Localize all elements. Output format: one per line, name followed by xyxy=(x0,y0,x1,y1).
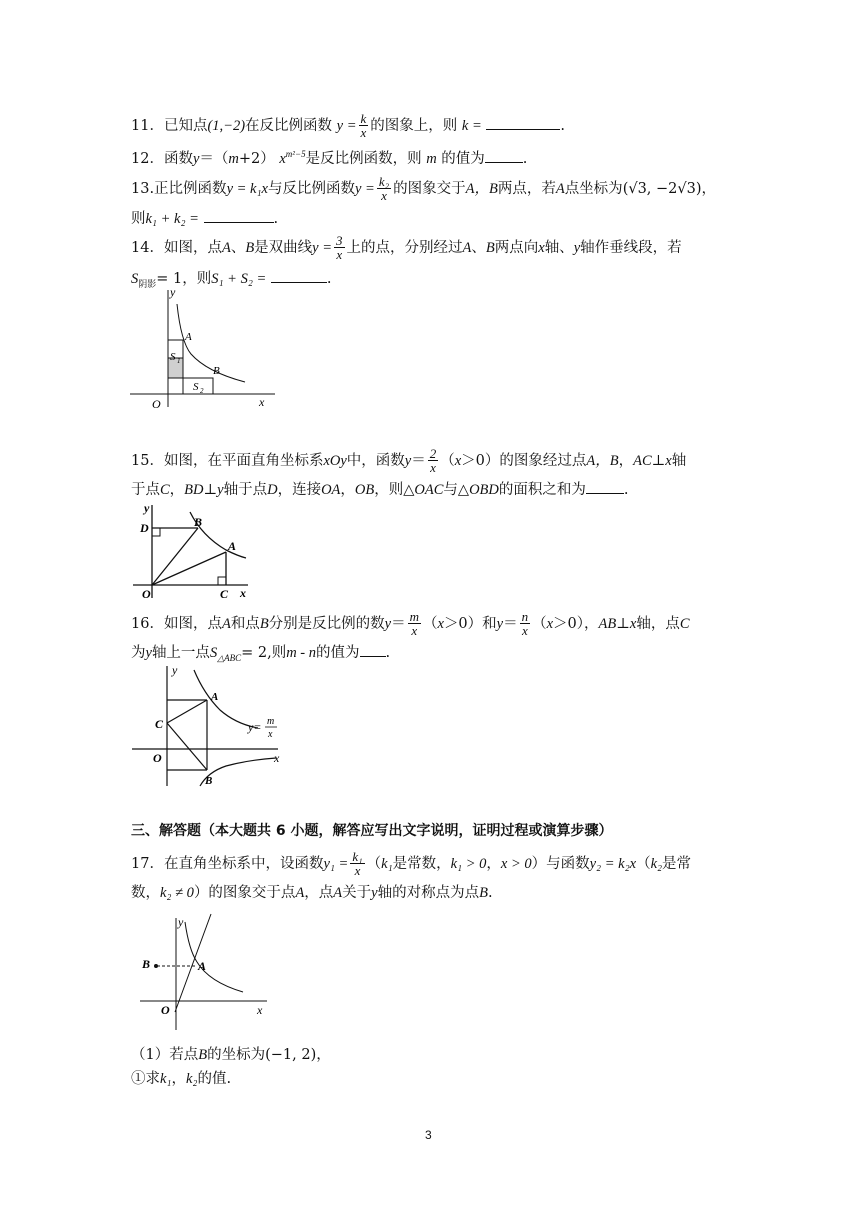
q17-1-text-3: ， xyxy=(316,1047,331,1063)
q13-text-5: 点坐标为 xyxy=(564,180,623,197)
fig14-label-S2: S xyxy=(193,381,199,393)
q14-text-6: 轴作垂线段，若 xyxy=(580,239,682,256)
q13-eq2-lhs: y = xyxy=(354,180,375,197)
q17-A: A xyxy=(295,885,305,901)
fig14-label-y: y xyxy=(170,285,176,299)
q13-text-4: 两点，若 xyxy=(497,180,556,197)
q11-eq-lhs: y = xyxy=(336,117,357,134)
fig14-label-O: O xyxy=(152,397,161,411)
q15-text-4: ＞0）的图象经过点 xyxy=(461,452,587,469)
q17-A2: A xyxy=(333,885,343,901)
q16-y2: y xyxy=(496,615,504,632)
q15-line2-text-4: 轴于点 xyxy=(223,482,268,498)
q15-fraction xyxy=(428,447,439,474)
fig16-eq-num: m xyxy=(267,716,275,727)
question-17-line-2 xyxy=(131,882,493,904)
q16-frac1-num: m xyxy=(409,609,419,624)
fig15-segment-OB xyxy=(152,528,198,585)
question-11 xyxy=(131,112,565,139)
q14-sep: 、 xyxy=(230,239,246,256)
q13-coord: (√3, −2√3) xyxy=(622,180,702,197)
question-15-line-2 xyxy=(131,479,629,501)
q12-y: y xyxy=(192,150,200,167)
question-16 xyxy=(131,610,690,637)
q16-frac2-num: n xyxy=(521,609,529,624)
q14-text: 14．如图，点 xyxy=(131,239,222,256)
fig15-label-y: y xyxy=(144,501,150,515)
q13-end: . xyxy=(273,211,279,227)
q15-x2: x xyxy=(665,452,672,469)
q11-point: (1,−2) xyxy=(207,117,246,134)
q16-B: B xyxy=(259,615,269,632)
q12-text-4: 是反比例函数，则 xyxy=(305,150,422,167)
q15-xOy: xOy xyxy=(323,452,347,469)
question-17 xyxy=(131,850,691,877)
fig16-segment-CB xyxy=(167,723,207,770)
q14-y: y xyxy=(573,239,581,256)
fig14-label-S2-sub: 2 xyxy=(200,387,204,395)
q15-line2-text-5: ，连接 xyxy=(277,482,322,498)
figure-15 xyxy=(130,500,255,600)
q16-perp: ⊥ xyxy=(616,615,630,632)
fig16-label-B: B xyxy=(205,775,213,787)
q15-line2-text-2: ， xyxy=(169,482,185,498)
q16-x3: x xyxy=(629,615,637,632)
q11-end: . xyxy=(560,117,565,134)
q17-1-sub1-end: 的值. xyxy=(197,1071,232,1087)
fig17-label-O: O xyxy=(161,1003,170,1017)
q13-answer-blank[interactable] xyxy=(204,208,274,223)
q14-text-3: 上的点，分别经过 xyxy=(346,239,463,256)
q16-line2-text-5: 的值为 xyxy=(316,645,360,661)
fig14-label-x: x xyxy=(259,395,265,409)
q17-y2: y₂ = k₂x xyxy=(589,855,637,872)
q16-text-6: （ xyxy=(532,615,547,632)
fig17-label-B: B xyxy=(142,957,151,971)
q17-1-sep: ， xyxy=(171,1071,186,1087)
q15-end: . xyxy=(623,482,629,498)
q17-text-5: ）与函数 xyxy=(531,855,590,872)
q16-text: 16．如图，点 xyxy=(131,615,222,632)
q15-eq: ＝ xyxy=(411,452,426,469)
question-14 xyxy=(131,234,682,261)
fig14-label-B: B xyxy=(213,365,220,377)
q16-S-sub: △ABC xyxy=(217,652,242,663)
q13-text-2: 与反比例函数 xyxy=(267,180,355,197)
fig16-eq-den: x xyxy=(268,729,273,740)
question-15 xyxy=(131,447,686,474)
q17-line2-text-2: ）的图象交于点 xyxy=(193,885,296,901)
q15-perp-2: ⊥ xyxy=(203,482,218,498)
figure-16 xyxy=(130,660,290,790)
q17-fraction xyxy=(350,850,364,877)
q17-k1: k₁ xyxy=(381,855,393,872)
q12-x: x xyxy=(279,150,286,167)
q17-frac-den: x xyxy=(354,863,361,878)
q13-comma: ， xyxy=(701,180,717,197)
fig15-label-x: x xyxy=(240,586,246,600)
q16-line2-text-4: 则 xyxy=(271,645,287,661)
fig15-label-O: O xyxy=(142,587,151,600)
q17-frac-num: k₁ xyxy=(352,849,363,864)
q14-text-5: 轴、 xyxy=(544,239,574,256)
q16-text-7: ＞0）， xyxy=(553,615,599,632)
q13-line2-text: 则 xyxy=(131,211,146,227)
q17-line2-text-5: 轴的对称点为点 xyxy=(377,885,480,901)
fig14-rect-S2 xyxy=(168,378,213,394)
q14-end: . xyxy=(326,271,332,287)
q16-y3: y xyxy=(145,645,152,661)
q16-answer-blank[interactable] xyxy=(360,642,386,657)
q15-text-3: （ xyxy=(440,452,455,469)
q12-m: m xyxy=(228,150,239,167)
q17-1-sub1-text: ①求 xyxy=(131,1071,160,1087)
q17-B: B xyxy=(479,885,488,901)
q13-sum: k₁ + k₂ = xyxy=(145,211,199,227)
fig16-label-O: O xyxy=(153,751,162,765)
q14-line2-text: = 1 xyxy=(156,271,183,287)
fig17-label-A: A xyxy=(198,959,207,973)
q15-answer-blank[interactable] xyxy=(586,479,624,494)
q11-answer-blank[interactable] xyxy=(486,115,560,130)
q16-text-9: 轴，点 xyxy=(636,615,680,632)
q14-B: B xyxy=(245,239,255,256)
q13-frac-den: x xyxy=(381,188,387,203)
q13-eq1: y = k₁x xyxy=(226,180,268,197)
fig15-label-B: B xyxy=(194,515,203,529)
question-13-line-2 xyxy=(131,208,278,230)
q14-B2: B xyxy=(485,239,495,256)
q17-1-k1: k₁ xyxy=(160,1071,172,1087)
q15-line2-text-9: 的面积之和为 xyxy=(498,482,586,498)
q16-y1: y xyxy=(384,615,392,632)
q16-line2-text-3: = 2, xyxy=(241,645,272,661)
q14-sep2: 、 xyxy=(471,239,486,256)
q11-frac-den: x xyxy=(360,125,367,140)
q11-text-2: 在反比例函数 xyxy=(245,117,333,134)
q17-line2-text-4: 关于 xyxy=(342,885,372,901)
q15-OAC: OAC xyxy=(414,482,444,498)
q16-frac2-den: x xyxy=(521,623,528,638)
q17-x-positive: x > 0 xyxy=(500,855,532,872)
q16-eq1: ＝ xyxy=(391,615,406,632)
fig14-label-A: A xyxy=(185,331,192,343)
q15-line2-text-6: ， xyxy=(340,482,355,498)
q14-frac-den: x xyxy=(336,247,343,262)
question-12 xyxy=(131,143,527,170)
q14-text-4: 两点向 xyxy=(494,239,539,256)
q15-y: y xyxy=(404,452,412,469)
q16-C: C xyxy=(679,615,690,632)
q17-text-3: 是常数， xyxy=(392,855,451,872)
q15-text-5: ， xyxy=(618,452,634,469)
q14-fraction xyxy=(334,234,345,261)
q12-text-5: 的值为 xyxy=(441,150,485,167)
fig16-label-y: y xyxy=(172,663,178,677)
figure-14 xyxy=(125,279,285,412)
q12-text-3: +2） xyxy=(238,150,275,167)
fig16-label-C: C xyxy=(155,717,164,731)
q11-text-3: 的图象上，则 xyxy=(370,117,458,134)
q17-k2-nonzero: k₂ ≠ 0 xyxy=(160,885,194,901)
q17-line2-text: 数， xyxy=(131,885,160,901)
q15-BD: BD xyxy=(184,482,204,498)
q14-x: x xyxy=(538,239,545,256)
q14-sum: S₁ + S₂ = xyxy=(211,271,267,287)
fig15-label-D: D xyxy=(140,521,149,535)
q17-y: y xyxy=(371,885,378,901)
q17-text-7: 是常 xyxy=(662,855,692,872)
q17-end: . xyxy=(487,885,493,901)
q16-fraction-1 xyxy=(408,610,421,637)
q15-text-7: 轴 xyxy=(671,452,687,469)
fig15-label-C: C xyxy=(220,587,229,600)
fig15-right-angle-D xyxy=(152,528,160,536)
q15-line2-text-7: ，则△ xyxy=(374,482,415,498)
q14-text-2: 是双曲线 xyxy=(254,239,313,256)
page-number: 3 xyxy=(425,1128,432,1142)
q16-AB: AB xyxy=(598,615,617,632)
q17-text: 17．在直角坐标系中，设函数 xyxy=(131,855,324,872)
q12-answer-blank[interactable] xyxy=(485,148,523,163)
q16-A: A xyxy=(221,615,231,632)
q14-S-sub: 阴影 xyxy=(138,279,157,290)
section-3-heading: 三、解答题（本大题共 6 小题，解答应写出文字说明，证明过程或演算步骤） xyxy=(131,823,613,839)
q11-k-eq: k = xyxy=(461,117,482,134)
fig15-label-A: A xyxy=(228,539,237,553)
figure-17 xyxy=(135,910,275,1035)
q15-text-2: 中，函数 xyxy=(346,452,405,469)
fig17-label-y: y xyxy=(178,915,184,929)
q17-k2: k₂ xyxy=(650,855,663,872)
q11-fraction xyxy=(359,112,369,139)
q13-frac-num: k₂ xyxy=(378,174,390,189)
q13-AB: A，B xyxy=(465,180,498,197)
q12-m2: m xyxy=(426,150,437,167)
q17-1-k2: k₂ xyxy=(185,1071,198,1087)
q12-text: 12．函数 xyxy=(131,150,193,167)
q16-x1: x xyxy=(437,615,444,632)
q17-1-text: （1）若点 xyxy=(131,1047,199,1063)
q16-m-minus-n: m - n xyxy=(286,645,317,661)
q12-end: . xyxy=(522,150,528,167)
fig17-label-x: x xyxy=(257,1003,263,1017)
q16-text-4: （ xyxy=(423,615,438,632)
q15-OB: OB xyxy=(354,482,375,498)
fig16-label-A: A xyxy=(211,691,219,703)
q16-end: . xyxy=(385,645,391,661)
fig17-point-B xyxy=(154,964,158,968)
question-13 xyxy=(131,175,716,202)
q17-line2-text-3: ，点 xyxy=(304,885,334,901)
q14-frac-num: 3 xyxy=(336,233,343,248)
q16-fraction-2 xyxy=(520,610,531,637)
q15-AC: AC xyxy=(633,452,652,469)
q15-perp: ⊥ xyxy=(651,452,666,469)
q15-D: D xyxy=(267,482,278,498)
q15-frac-den: x xyxy=(430,460,436,475)
fig15-right-angle-C xyxy=(218,577,226,585)
q15-y2: y xyxy=(217,482,224,498)
q15-OA: OA xyxy=(321,482,341,498)
q14-answer-blank[interactable] xyxy=(271,268,327,283)
question-17-part-1-sub-1 xyxy=(131,1068,231,1090)
q15-line2-text: 于点 xyxy=(131,482,160,498)
q16-x2: x xyxy=(546,615,554,632)
fig16-segment-CA xyxy=(167,700,207,723)
q17-text-6: （ xyxy=(636,855,651,872)
q15-AB: A，B xyxy=(586,452,619,469)
q16-eq2: ＝ xyxy=(503,615,518,632)
q14-A: A xyxy=(221,239,231,256)
q16-text-3: 分别是反比例的数 xyxy=(268,615,385,632)
q16-text-5: ＞0）和 xyxy=(443,615,497,632)
q13-text: 13.正比例函数 xyxy=(131,180,227,197)
q15-frac-num: 2 xyxy=(429,446,437,461)
q11-text: 11．已知点 xyxy=(131,117,208,134)
q14-line2-text-2: ，则 xyxy=(182,271,212,287)
q15-OBD: OBD xyxy=(469,482,499,498)
q14-eq-lhs: y = xyxy=(312,239,333,256)
q16-line2-text-2: 轴上一点 xyxy=(151,645,210,661)
q12-text-2: ＝（ xyxy=(199,150,229,167)
fig14-hyperbola xyxy=(177,304,245,382)
q15-x: x xyxy=(454,452,462,469)
q13-text-3: 的图象交于 xyxy=(393,180,466,197)
question-17-part-1 xyxy=(131,1044,331,1066)
fig16-label-x: x xyxy=(274,751,280,765)
q17-1-B: B xyxy=(198,1047,208,1063)
fig16-eq-y: y= xyxy=(248,720,262,734)
q16-S: S xyxy=(209,645,218,661)
q13-fraction xyxy=(377,175,391,202)
fig15-segment-OA xyxy=(152,552,226,585)
q17-text-2: （ xyxy=(366,855,382,872)
q17-y1: y₁ = xyxy=(323,855,349,872)
q13-A: A xyxy=(555,180,565,197)
q15-line2-text-8: 与△ xyxy=(443,482,470,498)
q17-1-text-2: 的坐标为 xyxy=(207,1047,266,1063)
q14-A2: A xyxy=(462,239,472,256)
q15-C: C xyxy=(160,482,170,498)
q16-line2-text: 为 xyxy=(131,645,146,661)
q17-text-4: ， xyxy=(486,855,501,872)
q16-frac1-den: x xyxy=(411,623,418,638)
q11-frac-num: k xyxy=(360,111,367,126)
q17-k1-positive: k₁ > 0 xyxy=(450,855,487,872)
q14-S: S xyxy=(131,271,139,287)
q16-text-2: 和点 xyxy=(230,615,260,632)
fig14-label-S1-sub: 1 xyxy=(177,357,181,365)
q17-1-coord: (−1, 2) xyxy=(265,1047,317,1063)
fig14-label-S1: S xyxy=(170,351,176,363)
q12-exponent: m²−5 xyxy=(285,149,306,159)
q15-text: 15．如图，在平面直角坐标系 xyxy=(131,452,324,469)
fig17-hyperbola-y1 xyxy=(185,922,243,992)
